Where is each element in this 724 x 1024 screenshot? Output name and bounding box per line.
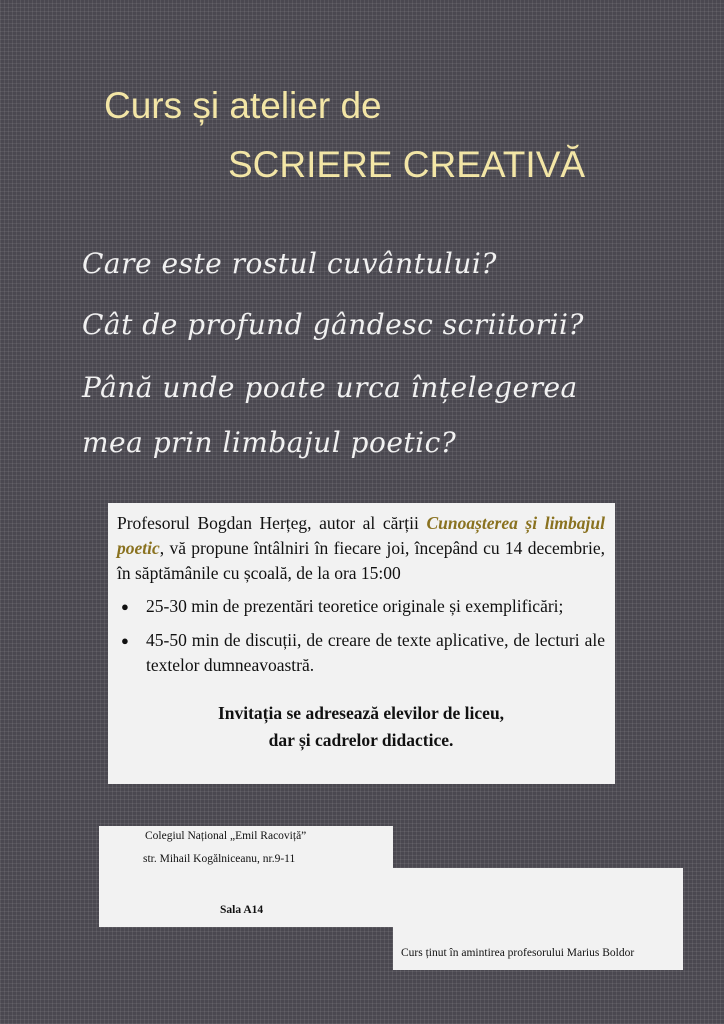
bullet-list xyxy=(117,594,605,678)
bullet-icon: ● xyxy=(121,633,129,648)
question-3: Până unde poate urca înțelegerea xyxy=(82,371,578,404)
intro-text-after: , vă propune întâlniri în fiecare joi, începând cu 14 decembrie, în săptămânile cu școală, de la ora 15:00 xyxy=(117,538,605,583)
invitation xyxy=(117,700,605,754)
title-line-2: SCRIERE CREATIVĂ xyxy=(228,144,586,185)
street-address: str. Mihail Kogălniceanu, nr.9-11 xyxy=(143,853,296,865)
invitation-line-2: dar și cadrelor didactice. xyxy=(268,730,454,750)
bullet-icon: ● xyxy=(121,599,129,614)
dedication-text: Curs ținut în amintirea profesorului Marius Boldor xyxy=(401,947,635,959)
question-4: mea prin limbajul poetic? xyxy=(82,426,457,459)
question-1: Care este rostul cuvântului? xyxy=(82,247,497,280)
dedication-box xyxy=(393,868,683,970)
description-box xyxy=(108,503,615,784)
location-box xyxy=(99,826,393,927)
invitation-line-1: Invitația se adresează elevilor de liceu, xyxy=(217,703,505,723)
room-label: Sala A14 xyxy=(220,904,264,916)
bullet-text: 25-30 min de prezentări teoretice originale și exemplificări; xyxy=(146,596,564,616)
list-item xyxy=(117,594,605,619)
bullet-text: 45-50 min de discuții, de creare de texte aplicative, de lecturi ale textelor dumneavoastră. xyxy=(146,630,605,675)
intro-text-before: Profesorul Bogdan Herțeg, autor al cărții xyxy=(117,513,427,533)
question-2: Cât de profund gândesc scriitorii? xyxy=(82,308,584,341)
intro-paragraph xyxy=(117,511,605,586)
title-line-1: Curs și atelier de xyxy=(104,85,382,126)
list-item xyxy=(117,628,605,678)
school-name: Colegiul Național „Emil Racoviță” xyxy=(145,830,307,842)
book-title: Cunoașterea și limbajul poetic xyxy=(117,513,605,558)
